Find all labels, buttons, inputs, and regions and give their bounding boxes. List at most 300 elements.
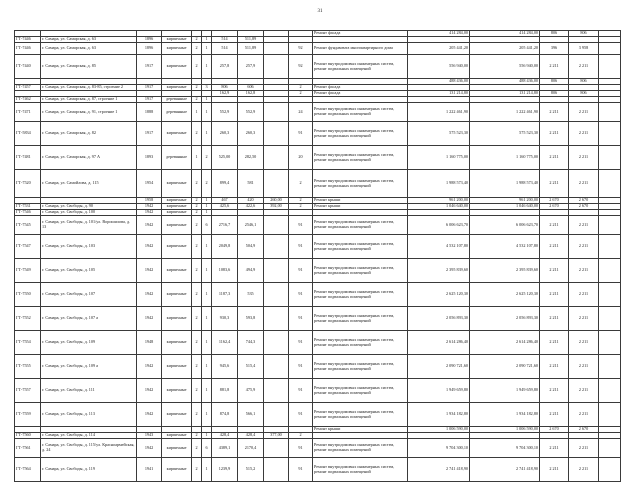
cost-breakdown-cell: 2 056 893,30 xyxy=(470,307,540,331)
year-cell: 1917 xyxy=(137,85,162,91)
address-cell: г. Самара, ул. Свободы, д. 114 xyxy=(41,433,137,439)
register-id-cell: ГТ-7545 xyxy=(15,216,41,235)
wall-material-cell: кирпичные xyxy=(162,198,192,204)
year-cell: 1917 xyxy=(137,55,162,79)
nonresidential-area-cell xyxy=(264,43,289,55)
floors-cell: 2 xyxy=(192,170,202,198)
work-type-cell: Ремонт внутридомовых инженерных систем, ремонт подвальных помещений xyxy=(313,379,408,403)
max-unit-cost-cell: 2 211 xyxy=(569,122,599,146)
address-cell: г. Самара, ул. Свободы, д. 101/ул. Ворошилова, д. 13 xyxy=(41,216,137,235)
nonresidential-area-cell: 260,00 xyxy=(264,198,289,204)
living-area-cell: 606 xyxy=(238,85,264,91)
wall-material-cell: деревянные xyxy=(162,146,192,170)
floors-cell: 2 xyxy=(192,433,202,439)
nonresidential-area-cell: 392,00 xyxy=(264,204,289,210)
register-id-cell: ГТ-7531 xyxy=(15,204,41,210)
max-unit-cost-cell: 2 211 xyxy=(569,379,599,403)
table-row xyxy=(15,379,621,403)
nonresidential-area-cell xyxy=(264,216,289,235)
work-type-cell: Ремонт фасада xyxy=(313,85,408,91)
residents-cell: 2 xyxy=(289,204,313,210)
max-unit-cost-cell: 2 211 xyxy=(569,458,599,482)
register-id-cell: ГТ-7559 xyxy=(15,403,41,427)
register-id-cell: ГТ-7550 xyxy=(15,283,41,307)
work-type-cell: Ремонт внутридомовых инженерных систем, ремонт подвальных помещений xyxy=(313,103,408,122)
max-unit-cost-cell: 2 211 xyxy=(569,403,599,427)
register-id-cell: ГТ-7554 xyxy=(15,331,41,355)
floors-cell: 2 xyxy=(192,216,202,235)
living-area-cell: 744,3 xyxy=(238,331,264,355)
living-area-cell: 504,9 xyxy=(238,235,264,259)
wall-material-cell: кирпичные xyxy=(162,379,192,403)
work-type-cell: Ремонт внутридомовых инженерных систем, ремонт подвальных помещений xyxy=(313,235,408,259)
residents-cell: 91 xyxy=(289,307,313,331)
floors-cell: 2 xyxy=(192,55,202,79)
total-area-cell: 806 xyxy=(212,85,238,91)
address-cell: г. Самара, ул. Самарская, д. 82 xyxy=(41,122,137,146)
work-type-cell: Ремонт внутридомовых инженерных систем, ремонт подвальных помещений xyxy=(313,146,408,170)
spare-cell xyxy=(599,170,621,198)
total-area-cell: 514 xyxy=(212,37,238,43)
unit-cost-cell: 806 xyxy=(540,79,569,85)
unit-cost-cell: 2 211 xyxy=(540,103,569,122)
floors-cell: 1 xyxy=(192,103,202,122)
year-cell: 1942 xyxy=(137,403,162,427)
unit-cost-cell: 2 211 xyxy=(540,146,569,170)
total-cost-cell: 131 214,80 xyxy=(408,91,470,97)
total-cost-cell: 4 532 107,80 xyxy=(408,235,470,259)
total-cost-cell: 2 625 120,30 xyxy=(408,283,470,307)
year-cell: 1896 xyxy=(137,37,162,43)
residents-cell: 91 xyxy=(289,331,313,355)
year-cell: 1942 xyxy=(137,379,162,403)
entrances-cell: 1 xyxy=(202,122,212,146)
capital-repair-register-table xyxy=(14,30,621,482)
living-area-cell: 260,3 xyxy=(238,122,264,146)
residents-cell: 24 xyxy=(289,103,313,122)
cost-breakdown-cell: 1 988 573,40 xyxy=(470,170,540,198)
entrances-cell: 1 xyxy=(202,331,212,355)
cost-breakdown-cell: 1 222 461,90 xyxy=(470,103,540,122)
floors-cell: 2 xyxy=(192,37,202,43)
wall-material-cell: кирпичные xyxy=(162,37,192,43)
entrances-cell: 3 xyxy=(202,85,212,91)
total-cost-cell: 1 988 573,40 xyxy=(408,170,470,198)
max-unit-cost-cell: 2 670 xyxy=(569,198,599,204)
register-id-cell: ГТ-7546 xyxy=(15,210,41,216)
floors-cell: 2 xyxy=(192,85,202,91)
floors-cell: 2 xyxy=(192,331,202,355)
total-cost-cell: 205 441,20 xyxy=(408,43,470,55)
work-type-cell: Ремонт внутридомовых инженерных систем, ремонт подвальных помещений xyxy=(313,355,408,379)
nonresidential-area-cell xyxy=(264,103,289,122)
cost-breakdown-cell: 9 704 300,10 xyxy=(470,439,540,458)
table-row xyxy=(15,259,621,283)
spare-cell xyxy=(599,307,621,331)
total-area-cell: 2049,8 xyxy=(212,235,238,259)
unit-cost-cell: 2 670 xyxy=(540,204,569,210)
cost-breakdown-cell: 1 160 775,00 xyxy=(470,146,540,170)
wall-material-cell: кирпичные xyxy=(162,204,192,210)
max-unit-cost-cell: 2 211 xyxy=(569,103,599,122)
living-area-cell: 282,50 xyxy=(238,146,264,170)
table-row xyxy=(15,235,621,259)
residents-cell: 91 xyxy=(289,439,313,458)
year-cell: 1942 xyxy=(137,210,162,216)
entrances-cell: 1 xyxy=(202,204,212,210)
total-area-cell: 525,00 xyxy=(212,146,238,170)
work-type-cell: Ремонт фасада xyxy=(313,91,408,97)
work-type-cell: Ремонт внутридомовых инженерных систем, ремонт подвальных помещений xyxy=(313,307,408,331)
living-area-cell: 535 xyxy=(238,283,264,307)
year-cell: 1954 xyxy=(137,170,162,198)
unit-cost-cell: 806 xyxy=(540,31,569,37)
address-cell: г. Самара, ул. Свободы, д. 119 xyxy=(41,458,137,482)
table-row xyxy=(15,458,621,482)
unit-cost-cell: 2 211 xyxy=(540,122,569,146)
total-area-cell: 1083,6 xyxy=(212,259,238,283)
unit-cost-cell: 2 211 xyxy=(540,403,569,427)
unit-cost-cell: 2 211 xyxy=(540,216,569,235)
living-area-cell: 428,4 xyxy=(238,433,264,439)
total-area-cell: 425,6 xyxy=(212,204,238,210)
nonresidential-area-cell xyxy=(264,146,289,170)
residents-cell: 2 xyxy=(289,85,313,91)
residents-cell: 2 xyxy=(289,91,313,97)
floors-cell: 2 xyxy=(192,379,202,403)
work-type-cell: Ремонт крыши xyxy=(313,198,408,204)
nonresidential-area-cell xyxy=(264,458,289,482)
work-type-cell: Ремонт фундамента многоквартирного дома xyxy=(313,43,408,55)
wall-material-cell: кирпичные xyxy=(162,216,192,235)
total-area-cell: 874,8 xyxy=(212,403,238,427)
wall-material-cell: кирпичные xyxy=(162,403,192,427)
work-type-cell: Ремонт фасада xyxy=(313,31,408,37)
wall-material-cell: кирпичные xyxy=(162,439,192,458)
wall-material-cell: кирпичные xyxy=(162,307,192,331)
nonresidential-area-cell xyxy=(264,55,289,79)
entrances-cell: 1 xyxy=(202,259,212,283)
residents-cell: 91 xyxy=(289,355,313,379)
cost-breakdown-cell: 1 934 182,80 xyxy=(470,403,540,427)
unit-cost-cell: 2 211 xyxy=(540,458,569,482)
living-area-cell: 552,9 xyxy=(238,103,264,122)
floors-cell: 2 xyxy=(192,43,202,55)
nonresidential-area-cell xyxy=(264,235,289,259)
table-row xyxy=(15,216,621,235)
wall-material-cell: кирпичные xyxy=(162,331,192,355)
total-area-cell: 467 xyxy=(212,198,238,204)
register-id-cell: ГТ-7481 xyxy=(15,146,41,170)
total-area-cell: 899,4 xyxy=(212,170,238,198)
residents-cell: 91 xyxy=(289,216,313,235)
floors-cell: 2 xyxy=(192,210,202,216)
total-area-cell: 552,9 xyxy=(212,103,238,122)
register-id-cell: ГТ-7520 xyxy=(15,170,41,198)
year-cell: 1942 xyxy=(137,283,162,307)
address-cell: г. Самара, ул. Самарская, д. 85 xyxy=(41,55,137,79)
wall-material-cell: кирпичные xyxy=(162,259,192,283)
wall-material-cell: кирпичные xyxy=(162,355,192,379)
register-id-cell: ГТ-7547 xyxy=(15,235,41,259)
total-area-cell: 881,8 xyxy=(212,379,238,403)
wall-material-cell: кирпичные xyxy=(162,458,192,482)
spare-cell xyxy=(599,439,621,458)
address-cell: г. Самара, ул. Свободы, д. 103 xyxy=(41,235,137,259)
floors-cell: 2 xyxy=(192,97,202,103)
wall-material-cell: кирпичные xyxy=(162,170,192,198)
living-area-cell: 593,8 xyxy=(238,307,264,331)
table-row xyxy=(15,307,621,331)
entrances-cell: 2 xyxy=(202,146,212,170)
table-row xyxy=(15,331,621,355)
total-cost-cell: 556 940,00 xyxy=(408,55,470,79)
nonresidential-area-cell xyxy=(264,331,289,355)
total-cost-cell: 2 056 893,30 xyxy=(408,307,470,331)
living-area-cell: 494,9 xyxy=(238,259,264,283)
residents-cell: 92 xyxy=(289,43,313,55)
wall-material-cell: кирпичные xyxy=(162,55,192,79)
address-cell: г. Самара, ул. Свободы, д. 109 а xyxy=(41,355,137,379)
address-cell: г. Самара, ул. Свободы, д. 100 xyxy=(41,210,137,216)
entrances-cell: 1 xyxy=(202,379,212,403)
register-id-cell: ГТ-7555 xyxy=(15,355,41,379)
address-cell: г. Самара, ул. Самарская, д. 83-85, строение 2 xyxy=(41,85,137,91)
spare-cell xyxy=(599,235,621,259)
total-cost-cell: 575 523,30 xyxy=(408,122,470,146)
address-cell: г. Самара, ул. Самарская, д. 63 xyxy=(41,37,137,43)
work-type-cell: Ремонт крыши xyxy=(313,204,408,210)
table-row xyxy=(15,439,621,458)
floors-cell: 2 xyxy=(192,403,202,427)
year-cell: 1942 xyxy=(137,259,162,283)
total-cost-cell: 2 614 286,40 xyxy=(408,331,470,355)
register-id-cell: ГТ-5834 xyxy=(15,122,41,146)
nonresidential-area-cell xyxy=(264,307,289,331)
table-row xyxy=(15,146,621,170)
spare-cell xyxy=(599,43,621,55)
wall-material-cell: кирпичные xyxy=(162,43,192,55)
total-area-cell: 930,3 xyxy=(212,307,238,331)
year-cell: 1943 xyxy=(137,433,162,439)
total-area-cell: 428,4 xyxy=(212,433,238,439)
cost-breakdown-cell: 414 284,00 xyxy=(470,31,540,37)
address-cell: г. Самара, ул. Самарская, д. 91, строение 1 xyxy=(41,103,137,122)
entrances-cell: 1 xyxy=(202,307,212,331)
entrances-cell: 6 xyxy=(202,439,212,458)
address-cell: г. Самара, ул. Самарская, д. 63 xyxy=(41,43,137,55)
max-unit-cost-cell: 2 211 xyxy=(569,55,599,79)
spare-cell xyxy=(599,403,621,427)
work-type-cell: Ремонт внутридомовых инженерных систем, ремонт подвальных помещений xyxy=(313,458,408,482)
floors-cell: 2 xyxy=(192,235,202,259)
cost-breakdown-cell: 1 046 640,00 xyxy=(470,204,540,210)
wall-material-cell: кирпичные xyxy=(162,235,192,259)
residents-cell: 92 xyxy=(289,55,313,79)
table-row xyxy=(15,122,621,146)
max-unit-cost-cell: 2 211 xyxy=(569,331,599,355)
year-cell: 1942 xyxy=(137,355,162,379)
entrances-cell: 2 xyxy=(202,170,212,198)
total-cost-cell: 1 046 640,00 xyxy=(408,204,470,210)
register-id-cell: ГТ-7557 xyxy=(15,379,41,403)
living-area-cell: 162,8 xyxy=(238,91,264,97)
nonresidential-area-cell xyxy=(264,403,289,427)
floors-cell: 2 xyxy=(192,458,202,482)
residents-cell: 91 xyxy=(289,259,313,283)
unit-cost-cell: 2 211 xyxy=(540,283,569,307)
address-cell: г. Самара, ул. Свободы, д. 115/ул. Красноармейская, д. 24 xyxy=(41,439,137,458)
spare-cell xyxy=(599,379,621,403)
year-cell: 1942 xyxy=(137,307,162,331)
cost-breakdown-cell: 2 741 418,90 xyxy=(470,458,540,482)
work-type-cell: Ремонт внутридомовых инженерных систем, ремонт подвальных помещений xyxy=(313,55,408,79)
entrances-cell: 1 xyxy=(202,235,212,259)
entrances-cell: 1 xyxy=(202,355,212,379)
living-area-cell: 515,4 xyxy=(238,355,264,379)
floors-cell: 2 xyxy=(192,355,202,379)
year-cell: 1917 xyxy=(137,97,162,103)
residents-cell: 91 xyxy=(289,403,313,427)
max-unit-cost-cell: 806 xyxy=(569,79,599,85)
register-id-cell: ГТ-7446 xyxy=(15,43,41,55)
address-cell: г. Самара, ул. Свободы, д. 113 xyxy=(41,403,137,427)
work-type-cell: Ремонт внутридомовых инженерных систем, ремонт подвальных помещений xyxy=(313,122,408,146)
unit-cost-cell: 2 211 xyxy=(540,355,569,379)
cost-breakdown-cell: 1 006 590,00 xyxy=(470,427,540,433)
address-cell: г. Самара, ул. Свободы, д. 109 xyxy=(41,331,137,355)
total-cost-cell: 488 436,00 xyxy=(408,79,470,85)
floors-cell: 2 xyxy=(192,439,202,458)
work-type-cell: Ремонт внутридомовых инженерных систем, ремонт подвальных помещений xyxy=(313,216,408,235)
address-cell: г. Самара, ул. Самойлова, д. 115 xyxy=(41,170,137,198)
cost-breakdown-cell: 4 532 107,80 xyxy=(470,235,540,259)
address-cell: г. Самара, ул. Самарская, д. 97 А xyxy=(41,146,137,170)
work-type-cell: Ремонт внутридомовых инженерных систем, ремонт подвальных помещений xyxy=(313,283,408,307)
register-id-cell: ГТ-7552 xyxy=(15,307,41,331)
table-row xyxy=(15,103,621,122)
total-area-cell: 1187,3 xyxy=(212,283,238,307)
wall-material-cell: деревянные xyxy=(162,97,192,103)
cost-breakdown-cell: 575 523,30 xyxy=(470,122,540,146)
wall-material-cell: кирпичные xyxy=(162,210,192,216)
total-cost-cell: 1 222 461,90 xyxy=(408,103,470,122)
page-number: 31 xyxy=(317,9,323,14)
address-cell: г. Самара, ул. Свободы, д. 111 xyxy=(41,379,137,403)
address-cell: г. Самара, ул. Свободы, д. 105 xyxy=(41,259,137,283)
living-area-cell: 515,2 xyxy=(238,458,264,482)
max-unit-cost-cell: 2 211 xyxy=(569,146,599,170)
total-area-cell: 2716,7 xyxy=(212,216,238,235)
year-cell: 1942 xyxy=(137,235,162,259)
table-row xyxy=(15,283,621,307)
total-cost-cell: 2 741 418,90 xyxy=(408,458,470,482)
wall-material-cell: деревянные xyxy=(162,103,192,122)
max-unit-cost-cell: 3 958 xyxy=(569,43,599,55)
work-type-cell: Ремонт внутридомовых инженерных систем, ремонт подвальных помещений xyxy=(313,403,408,427)
register-id-cell: ГТ-7446 xyxy=(15,37,41,43)
spare-cell xyxy=(599,458,621,482)
entrances-cell: 1 xyxy=(202,37,212,43)
living-area-cell: 511,89 xyxy=(238,43,264,55)
unit-cost-cell: 2 211 xyxy=(540,331,569,355)
residents-cell: 20 xyxy=(289,146,313,170)
total-cost-cell: 1 006 590,00 xyxy=(408,427,470,433)
register-id-cell: ГТ-7471 xyxy=(15,103,41,122)
living-area-cell: 475,9 xyxy=(238,379,264,403)
register-id-cell: ГТ-7457 xyxy=(15,85,41,91)
nonresidential-area-cell xyxy=(264,170,289,198)
cost-breakdown-cell: 488 436,00 xyxy=(470,79,540,85)
max-unit-cost-cell: 2 211 xyxy=(569,235,599,259)
total-cost-cell: 9 704 300,10 xyxy=(408,439,470,458)
unit-cost-cell: 2 670 xyxy=(540,198,569,204)
table-row xyxy=(15,43,621,55)
cost-breakdown-cell: 556 940,00 xyxy=(470,55,540,79)
cost-breakdown-cell: 961 200,00 xyxy=(470,198,540,204)
residents-cell: 91 xyxy=(289,283,313,307)
nonresidential-area-cell xyxy=(264,379,289,403)
year-cell: 1942 xyxy=(137,439,162,458)
unit-cost-cell: 2 211 xyxy=(540,235,569,259)
wall-material-cell: кирпичные xyxy=(162,85,192,91)
spare-cell xyxy=(599,331,621,355)
residents-cell: 91 xyxy=(289,379,313,403)
cost-breakdown-cell: 1 949 659,80 xyxy=(470,379,540,403)
floors-cell: 2 xyxy=(192,198,202,204)
cost-breakdown-cell: 2 614 286,40 xyxy=(470,331,540,355)
nonresidential-area-cell xyxy=(264,355,289,379)
spare-cell xyxy=(599,103,621,122)
unit-cost-cell: 2 211 xyxy=(540,55,569,79)
unit-cost-cell: 806 xyxy=(540,91,569,97)
register-id-cell: ГТ-7462 xyxy=(15,97,41,103)
address-cell: г. Самара, ул. Свободы, д. 107 а xyxy=(41,307,137,331)
register-id-cell: ГТ-7440 xyxy=(15,55,41,79)
wall-material-cell: кирпичные xyxy=(162,433,192,439)
spare-cell xyxy=(599,216,621,235)
floors-cell: 2 xyxy=(192,204,202,210)
max-unit-cost-cell: 2 211 xyxy=(569,283,599,307)
total-cost-cell: 414 284,00 xyxy=(408,31,470,37)
entrances-cell: 1 xyxy=(202,283,212,307)
max-unit-cost-cell: 2 211 xyxy=(569,170,599,198)
entrances-cell: 6 xyxy=(202,216,212,235)
max-unit-cost-cell: 2 211 xyxy=(569,216,599,235)
total-area-cell: 1162,4 xyxy=(212,331,238,355)
unit-cost-cell: 2 211 xyxy=(540,170,569,198)
unit-cost-cell: 2 211 xyxy=(540,259,569,283)
living-area-cell: 420 xyxy=(238,198,264,204)
cost-breakdown-cell: 2 395 839,60 xyxy=(470,259,540,283)
nonresidential-area-cell xyxy=(264,122,289,146)
total-area-cell: 945,6 xyxy=(212,355,238,379)
table-row xyxy=(15,403,621,427)
year-cell: 1893 xyxy=(137,146,162,170)
living-area-cell: 566,1 xyxy=(238,403,264,427)
residents-cell: 2 xyxy=(289,170,313,198)
spare-cell xyxy=(599,259,621,283)
work-type-cell: Ремонт внутридомовых инженерных систем, ремонт подвальных помещений xyxy=(313,439,408,458)
total-area-cell: 514 xyxy=(212,43,238,55)
residents-cell: 91 xyxy=(289,458,313,482)
unit-cost-cell: 2 211 xyxy=(540,379,569,403)
cost-breakdown-cell: 2 625 120,30 xyxy=(470,283,540,307)
entrances-cell: 1 xyxy=(202,458,212,482)
register-id-cell: ГТ-7564 xyxy=(15,458,41,482)
total-area-cell: 4389,1 xyxy=(212,439,238,458)
max-unit-cost-cell: 2 211 xyxy=(569,355,599,379)
